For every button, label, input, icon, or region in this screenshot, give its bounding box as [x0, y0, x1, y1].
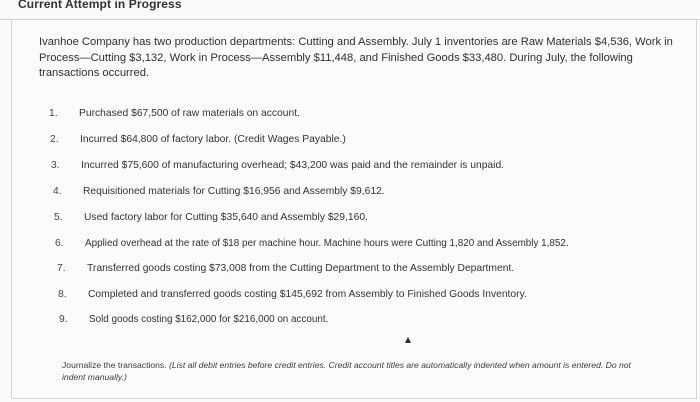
transaction-number: 9. — [59, 314, 68, 325]
transaction-text: Incurred $64,800 of factory labor. (Credit Wages Payable.) — [80, 134, 346, 145]
transaction-text: Requisitioned materials for Cutting $16,956 and Assembly $9,612. — [83, 186, 385, 197]
transaction-text: Incurred $75,600 of manufacturing overhead; $43,200 was paid and the remainder is unpaid. — [81, 160, 505, 171]
transaction-number: 3. — [51, 160, 60, 171]
transaction-text: Sold goods costing $162,000 for $216,000 on account. — [89, 314, 329, 325]
attempt-header — [0, 0, 700, 20]
transaction-item — [50, 133, 650, 147]
transaction-text: Applied overhead at the rate of $18 per machine hour. Machine hours were Cutting 1,820 and Assembly 1,852. — [85, 238, 569, 249]
transaction-number: 8. — [58, 289, 67, 300]
transaction-number: 6. — [55, 238, 64, 249]
attempt-status-title: Current Attempt in Progress — [18, 0, 182, 11]
transaction-item — [54, 211, 654, 225]
transaction-item — [57, 262, 657, 276]
problem-intro: Ivanhoe Company has two production departments: Cutting and Assembly. July 1 inventories are Raw Materials $4,536, Work in Process—Cutting $3,132, Work in Process—Assembly $11,448, and Finished Goods $33,480. During July, the following transactions occurred. — [39, 36, 673, 79]
transaction-text: Transferred goods costing $73,008 from the Cutting Department to the Assembly Department. — [87, 263, 515, 274]
instructions-lead: Journalize the transactions. — [62, 360, 167, 370]
transaction-text: Purchased $67,500 of raw materials on account. — [79, 108, 300, 119]
transaction-number: 7. — [57, 263, 66, 274]
transaction-number: 4. — [53, 186, 62, 197]
transaction-text: Used factory labor for Cutting $35,640 and Assembly $29,160. — [84, 212, 368, 223]
instructions-note: (List all debit entries before credit entries. Credit account titles are automatically indented when amount is entered. Do not indent manually.) — [62, 360, 631, 382]
transaction-item — [59, 313, 659, 327]
transaction-item — [53, 185, 653, 199]
transaction-item — [55, 237, 655, 251]
mouse-pointer-icon — [405, 337, 411, 343]
transaction-number: 2. — [50, 134, 59, 145]
transaction-text: Completed and transferred goods costing $145,692 from Assembly to Finished Goods Inventory. — [88, 289, 527, 300]
instructions — [62, 359, 642, 383]
transaction-item — [51, 159, 651, 173]
transaction-item — [58, 288, 658, 302]
transaction-number: 1. — [49, 108, 58, 119]
transaction-number: 5. — [54, 212, 63, 223]
transaction-item — [49, 107, 649, 121]
